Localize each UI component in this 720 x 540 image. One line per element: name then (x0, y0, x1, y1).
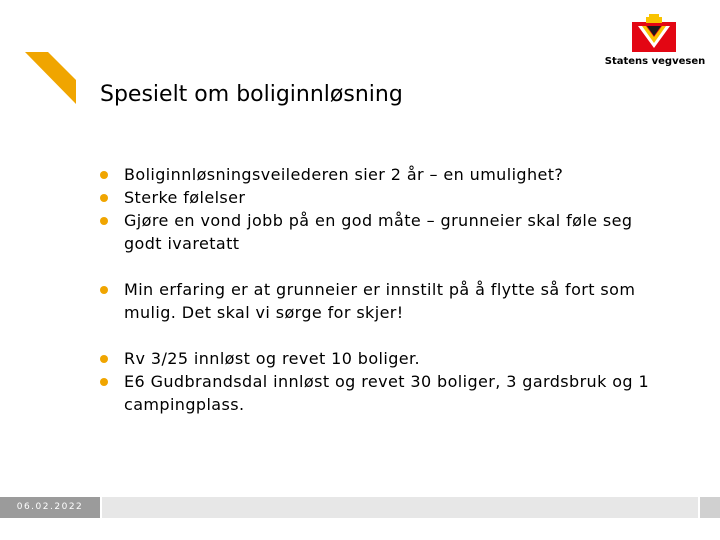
bullet-text: Min erfaring er at grunneier er innstilt på å flytte så fort som mulig. Det skal vi sørge for skjer! (124, 280, 636, 322)
bullet-text: Sterke følelser (124, 188, 246, 207)
bullet-dot-icon (100, 378, 108, 386)
bullet-item (98, 347, 658, 370)
bullet-item (98, 163, 658, 186)
bullet-text: Boliginnløsningsveilederen sier 2 år – en umulighet? (124, 165, 564, 184)
bullet-group (98, 278, 658, 324)
bullet-dot-icon (100, 355, 108, 363)
bullet-text: Gjøre en vond jobb på en god måte – grunneier skal føle seg godt ivaretatt (124, 211, 633, 253)
bullet-text: E6 Gudbrandsdal innløst og revet 30 boliger, 3 gardsbruk og 1 campingplass. (124, 372, 650, 414)
logo-text: Statens vegvesen (604, 56, 706, 67)
corner-stripe-decoration (0, 0, 80, 110)
bullet-dot-icon (100, 171, 108, 179)
footer-date: 06.02.2022 (16, 502, 84, 512)
footer-bar (0, 497, 720, 518)
bullet-text: Rv 3/25 innløst og revet 10 boliger. (124, 349, 420, 368)
bullet-dot-icon (100, 217, 108, 225)
footer-band (102, 497, 698, 518)
bullet-item (98, 209, 658, 255)
bullet-dot-icon (100, 286, 108, 294)
bullet-item (98, 370, 658, 416)
bullet-content (98, 163, 658, 416)
statens-vegvesen-logo (600, 14, 710, 72)
bullet-group (98, 347, 658, 416)
bullet-item (98, 186, 658, 209)
bullet-group (98, 163, 658, 255)
footer-end-block (700, 497, 720, 518)
coat-of-arms-icon (632, 14, 676, 52)
slide-title: Spesielt om boliginnløsning (100, 82, 403, 107)
bullet-item (98, 278, 658, 324)
bullet-dot-icon (100, 194, 108, 202)
